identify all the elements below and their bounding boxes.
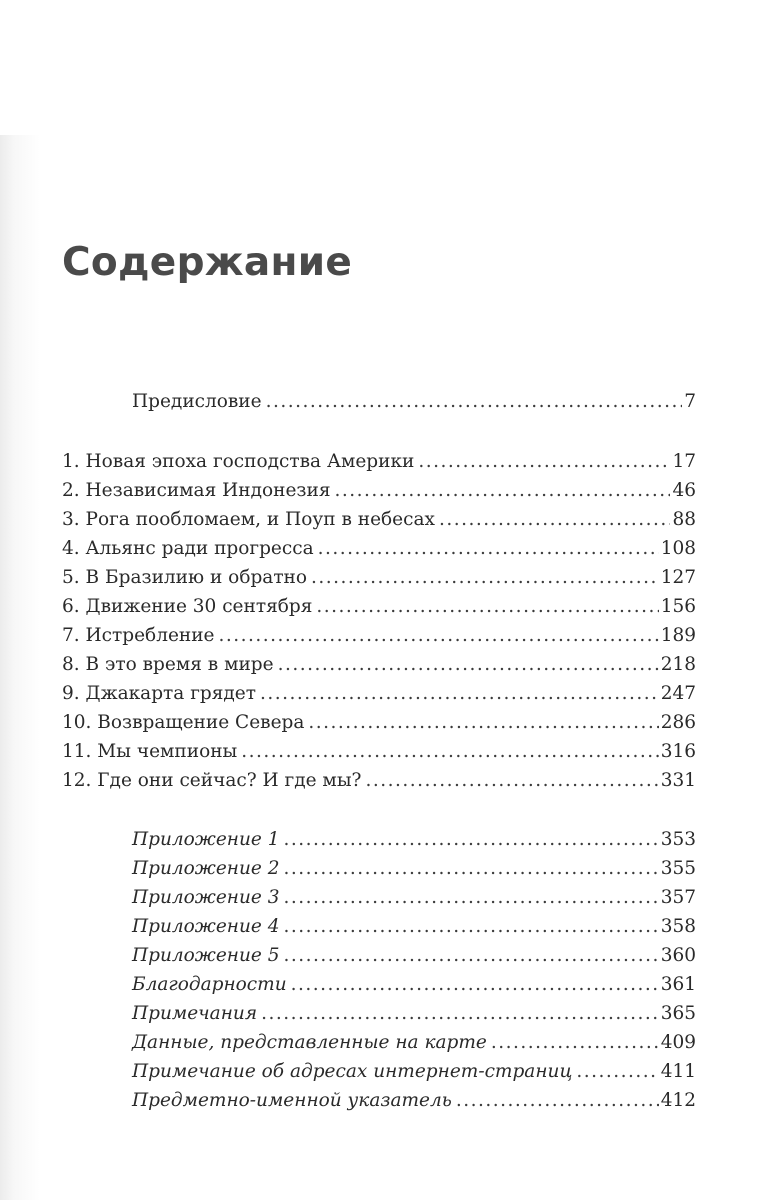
toc-page-number: 88 [672, 509, 696, 530]
dot-leader [266, 388, 683, 416]
toc-entry-label: Приложение 4 [132, 916, 280, 937]
dot-leader [291, 971, 659, 999]
toc-entry-chapter [62, 535, 696, 563]
toc-entry-label: 11. Мы чемпионы [62, 741, 238, 762]
dot-leader [316, 593, 658, 621]
toc-page-number: 316 [660, 741, 696, 762]
toc-page-number: 365 [660, 1003, 696, 1024]
dot-leader [261, 1000, 659, 1028]
toc-entry-label: 7. Истребление [62, 625, 215, 646]
toc-page-number: 247 [660, 683, 696, 704]
toc-page-number: 357 [660, 887, 696, 908]
toc-entry-label: Предисловие [132, 391, 262, 412]
toc-entry-label: Данные, представленные на карте [132, 1032, 487, 1053]
dot-leader [308, 709, 658, 737]
toc-entry-chapter [62, 593, 696, 621]
toc-entry-chapter [62, 738, 696, 766]
toc-entry-label: 6. Движение 30 сентября [62, 596, 313, 617]
toc-page-number: 218 [660, 654, 696, 675]
toc-entry-chapter [62, 448, 696, 476]
toc-entry-label: 5. В Бразилию и обратно [62, 567, 308, 588]
toc-entry-appendix [132, 855, 696, 883]
dot-leader [219, 622, 659, 650]
toc-page-number: 108 [660, 538, 696, 559]
toc-entry-chapter [62, 477, 696, 505]
toc-page-number: 156 [660, 596, 696, 617]
dot-leader [576, 1058, 658, 1086]
toc-entry-label: 1. Новая эпоха господства Америки [62, 451, 415, 472]
dot-leader [241, 738, 658, 766]
toc-entry-label: 12. Где они сейчас? И где мы? [62, 770, 362, 791]
dot-leader [335, 477, 671, 505]
toc-entry-label: 9. Джакарта грядет [62, 683, 256, 704]
toc-entry-chapter [62, 680, 696, 708]
toc-entry-label: 3. Рога пообломаем, и Поуп в небесах [62, 509, 435, 530]
toc-entry-map-data [132, 1029, 696, 1057]
toc-entry-label: 2. Независимая Индонезия [62, 480, 331, 501]
toc-entry-label: Примечания [132, 1003, 258, 1024]
toc-page-number: 331 [660, 770, 696, 791]
toc-entry-label: Примечание об адресах интернет-страниц [132, 1061, 573, 1082]
toc-page-number: 409 [660, 1032, 696, 1053]
toc-entry-label: Благодарности [132, 974, 287, 995]
toc-entry-appendix [132, 884, 696, 912]
dot-leader [284, 913, 659, 941]
toc-page-number: 360 [660, 945, 696, 966]
toc-page-number: 411 [660, 1061, 696, 1082]
toc-entry-chapter [62, 651, 696, 679]
toc-page-number: 46 [672, 480, 696, 501]
dot-leader [278, 651, 659, 679]
toc-page-number: 7 [684, 391, 696, 412]
dot-leader [284, 826, 659, 854]
toc-page-number: 412 [660, 1090, 696, 1111]
toc-page-number: 353 [660, 829, 696, 850]
dot-leader [284, 942, 659, 970]
toc-entry-label: Приложение 1 [132, 829, 280, 850]
dot-leader [491, 1029, 659, 1057]
dot-leader [456, 1087, 659, 1115]
toc-entry-label: Приложение 2 [132, 858, 280, 879]
toc-page-number: 17 [672, 451, 696, 472]
toc-entry-label: Приложение 3 [132, 887, 280, 908]
dot-leader [260, 680, 659, 708]
toc-entry-index [132, 1087, 696, 1115]
toc-entry-label: Предметно-именной указатель [132, 1090, 452, 1111]
page-title: Содержание [62, 240, 353, 285]
dot-leader [418, 448, 670, 476]
toc-page-number: 189 [660, 625, 696, 646]
dot-leader [439, 506, 671, 534]
toc-page-number: 355 [660, 858, 696, 879]
toc-entry-notes [132, 1000, 696, 1028]
page-top-margin [0, 0, 771, 135]
toc-entry-preface [132, 388, 696, 416]
dot-leader [318, 535, 659, 563]
toc-entry-chapter [62, 506, 696, 534]
toc-entry-label: 8. В это время в мире [62, 654, 274, 675]
dot-leader [284, 884, 659, 912]
toc-entry-label: 4. Альянс ради прогресса [62, 538, 314, 559]
toc-page-number: 127 [660, 567, 696, 588]
dot-leader [284, 855, 659, 883]
dot-leader [311, 564, 659, 592]
toc-entry-label: Приложение 5 [132, 945, 280, 966]
toc-entry-chapter [62, 564, 696, 592]
toc-entry-chapter [62, 622, 696, 650]
toc-entry-chapter [62, 767, 696, 795]
dot-leader [365, 767, 658, 795]
toc-entry-label: 10. Возвращение Севера [62, 712, 305, 733]
toc-page-number: 358 [660, 916, 696, 937]
toc-entry-web-addresses [132, 1058, 696, 1086]
toc-entry-chapter [62, 709, 696, 737]
toc-page-number: 286 [660, 712, 696, 733]
toc-page-number: 361 [660, 974, 696, 995]
toc-entry-appendix [132, 942, 696, 970]
toc-entry-appendix [132, 913, 696, 941]
toc-entry-appendix [132, 826, 696, 854]
toc-entry-acknowledgements [132, 971, 696, 999]
